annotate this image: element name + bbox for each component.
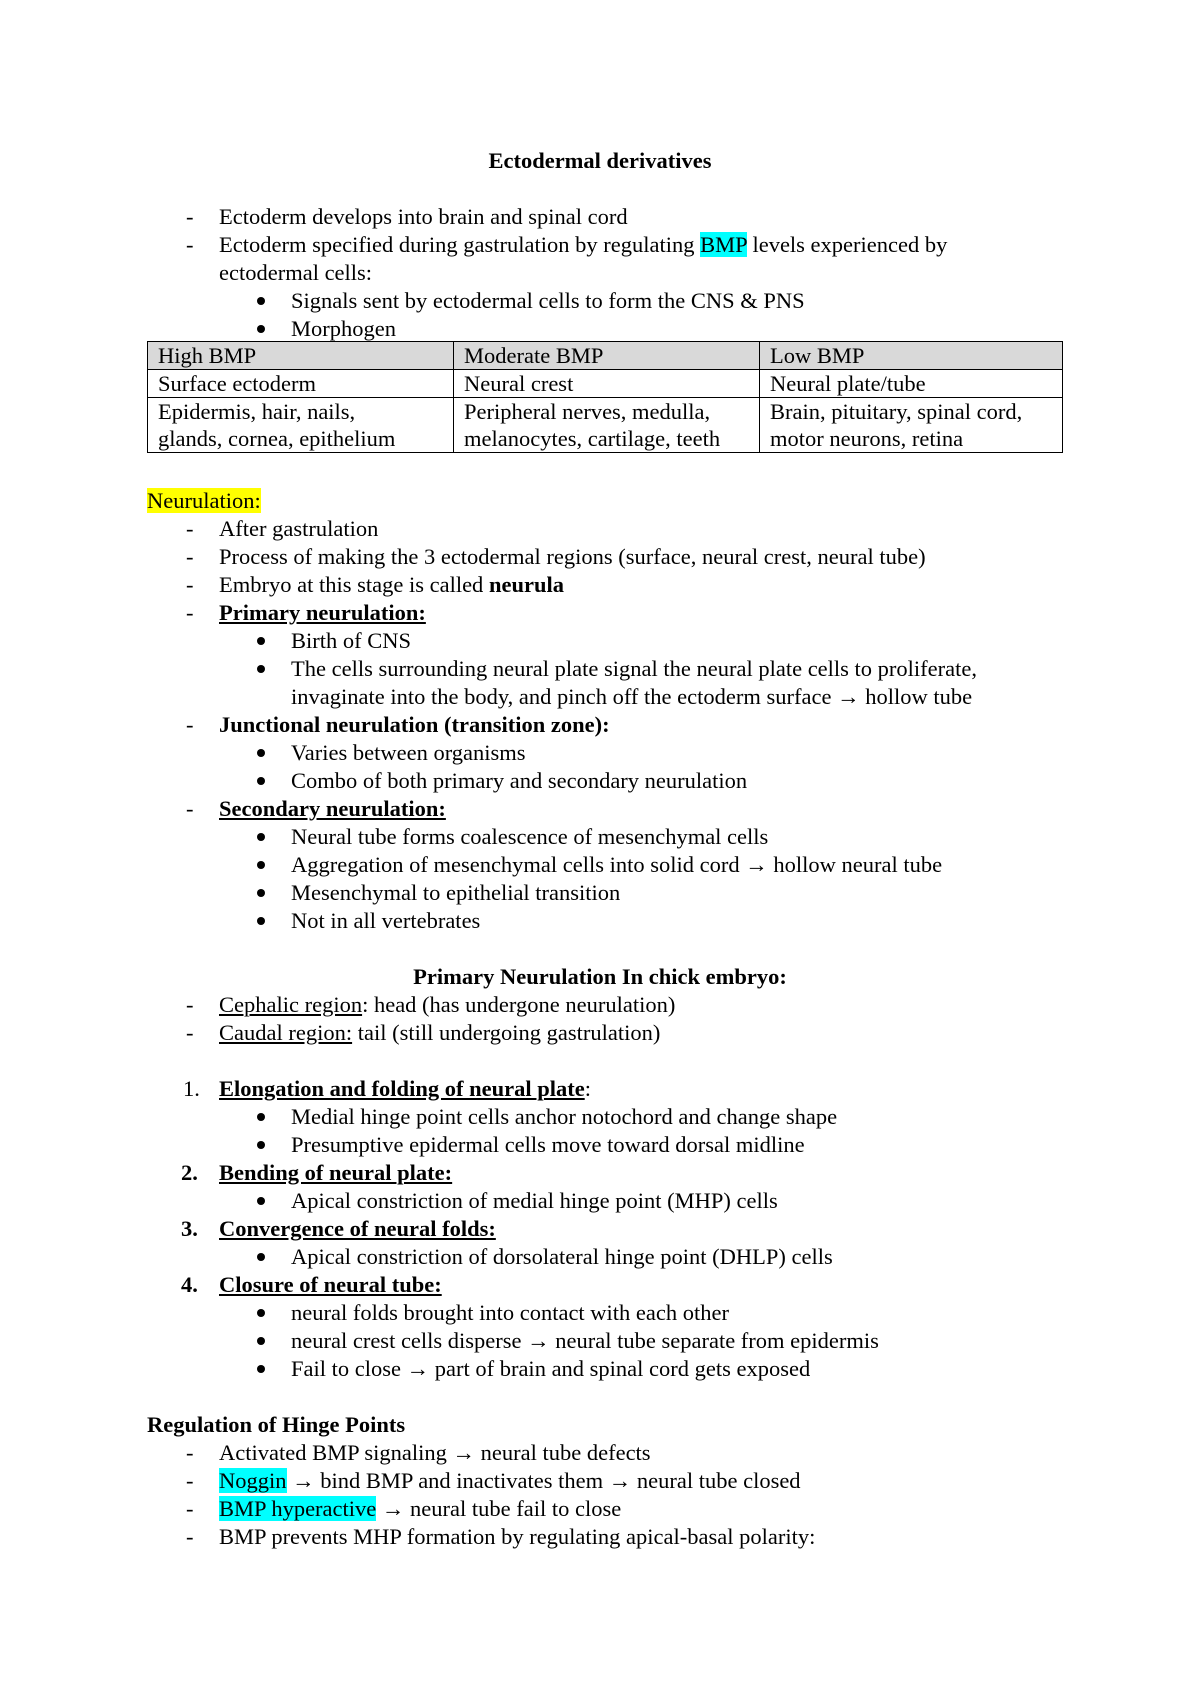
step-bullet: Medial hinge point cells anchor notochord and change shape [291,1104,838,1129]
junctional-neurulation-heading: Junctional neurulation (transition zone): [219,712,610,737]
junctional-bullet: Varies between organisms [291,740,526,765]
regulation-heading: Regulation of Hinge Points [147,1412,406,1437]
table-cell [148,398,454,453]
primary-bullet-cont: invaginate into the body, and pinch off the ectoderm surface → hollow tube [291,684,973,709]
cell-line: Epidermis, hair, nails, [158,399,356,424]
neurula-text: Embryo at this stage is called [219,572,489,597]
regulation-item [219,1467,801,1495]
noggin-highlight: Noggin [219,1468,287,1493]
dash-marker: - [186,1468,194,1493]
secondary-bullet: Not in all vertebrates [291,908,481,933]
neurulation-item: Process of making the 3 ectodermal regions (surface, neural crest, neural tube) [219,544,926,569]
neurula-line [219,571,564,599]
junctional-bullet: Combo of both primary and secondary neurulation [291,768,748,793]
secondary-bullet: Mesenchymal to epithelial transition [291,880,621,905]
step-suffix: : [584,1076,591,1101]
caudal-text: tail (still undergoing gastrulation) [352,1020,661,1045]
intro-item: Ectoderm develops into brain and spinal cord [219,204,628,229]
spec-line [219,231,947,259]
table-row [148,398,1063,453]
primary-neurulation-heading: Primary neurulation: [219,600,426,625]
document-title: Ectodermal derivatives [488,148,712,173]
table-header-cell: High BMP [148,342,454,370]
step-number: 4. [181,1272,198,1297]
regulation-text: → neural tube fail to close [376,1496,622,1521]
table-cell [454,398,760,453]
neurulation-highlight: Neurulation: [147,488,261,513]
regulation-item: Activated BMP signaling → neural tube defects [219,1440,651,1465]
spec-bullet: Morphogen [291,316,396,341]
cephalic-text: : head (has undergone neurulation) [362,992,676,1017]
step-title: Bending of neural plate: [219,1160,453,1185]
regulation-item: BMP prevents MHP formation by regulating apical-basal polarity: [219,1524,816,1549]
primary-bullet: The cells surrounding neural plate signal the neural plate cells to proliferate, [291,656,977,681]
secondary-bullet: Neural tube forms coalescence of mesenchymal cells [291,824,769,849]
step-line [219,1075,591,1103]
dash-marker: - [186,204,194,229]
cell-line: glands, cornea, epithelium [158,426,396,451]
dash-marker: - [186,1440,194,1465]
neurula-term: neurula [488,572,564,597]
step-title: Convergence of neural folds: [219,1216,496,1241]
step-number: 1. [183,1076,200,1101]
regulation-item [219,1495,621,1523]
step-title: Elongation and folding of neural plate [219,1076,585,1101]
step-bullet: Apical constriction of dorsolateral hinge point (DHLP) cells [291,1244,833,1269]
dash-marker: - [186,572,194,597]
step-number: 2. [181,1160,198,1185]
table-cell [760,398,1063,453]
secondary-neurulation-heading: Secondary neurulation: [219,796,446,821]
table-cell: Neural crest [454,370,760,398]
bmp-highlight: BMP [700,232,747,257]
dash-marker: - [186,992,194,1017]
cephalic-label: Cephalic region [219,992,363,1017]
dash-marker: - [186,796,194,821]
chick-heading: Primary Neurulation In chick embryo: [413,964,787,989]
table-header-cell: Low BMP [760,342,1063,370]
spec-bullet: Signals sent by ectodermal cells to form the CNS & PNS [291,288,805,313]
primary-bullet: Birth of CNS [291,628,412,653]
bmp-hyperactive-highlight: BMP hyperactive [219,1496,377,1521]
dash-marker: - [186,1524,194,1549]
caudal-label: Caudal region: [219,1020,353,1045]
step-title: Closure of neural tube: [219,1272,442,1297]
step-bullet: Apical constriction of medial hinge point (MHP) cells [291,1188,778,1213]
table-cell: Neural plate/tube [760,370,1063,398]
bmp-table [147,341,1063,453]
dash-marker: - [186,544,194,569]
table-header-cell: Moderate BMP [454,342,760,370]
table-cell: Surface ectoderm [148,370,454,398]
cephalic-line [219,991,675,1019]
caudal-line [219,1019,660,1047]
spec-text-after: levels experienced by [746,232,948,257]
cell-line: motor neurons, retina [770,426,964,451]
regulation-text: → bind BMP and inactivates them → neural tube closed [286,1468,801,1493]
spec-text: Ectoderm specified during gastrulation by regulating [219,232,701,257]
dash-marker: - [186,516,194,541]
step-bullet: Fail to close → part of brain and spinal cord gets exposed [291,1356,811,1381]
cell-line: melanocytes, cartilage, teeth [464,426,721,451]
step-number: 3. [181,1216,198,1241]
step-bullet: neural crest cells disperse → neural tube separate from epidermis [291,1328,879,1353]
table-header-row [148,342,1063,370]
step-bullet: neural folds brought into contact with each other [291,1300,729,1325]
dash-marker: - [186,1020,194,1045]
step-bullet: Presumptive epidermal cells move toward dorsal midline [291,1132,805,1157]
dash-marker: - [186,1496,194,1521]
neurulation-heading [147,487,261,515]
neurulation-item: After gastrulation [219,516,379,541]
secondary-bullet: Aggregation of mesenchymal cells into solid cord → hollow neural tube [291,852,943,877]
dash-marker: - [186,232,194,257]
table-row [148,370,1063,398]
dash-marker: - [186,600,194,625]
cell-line: Peripheral nerves, medulla, [464,399,711,424]
cell-line: Brain, pituitary, spinal cord, [770,399,1023,424]
dash-marker: - [186,712,194,737]
spec-line-2: ectodermal cells: [219,260,373,285]
